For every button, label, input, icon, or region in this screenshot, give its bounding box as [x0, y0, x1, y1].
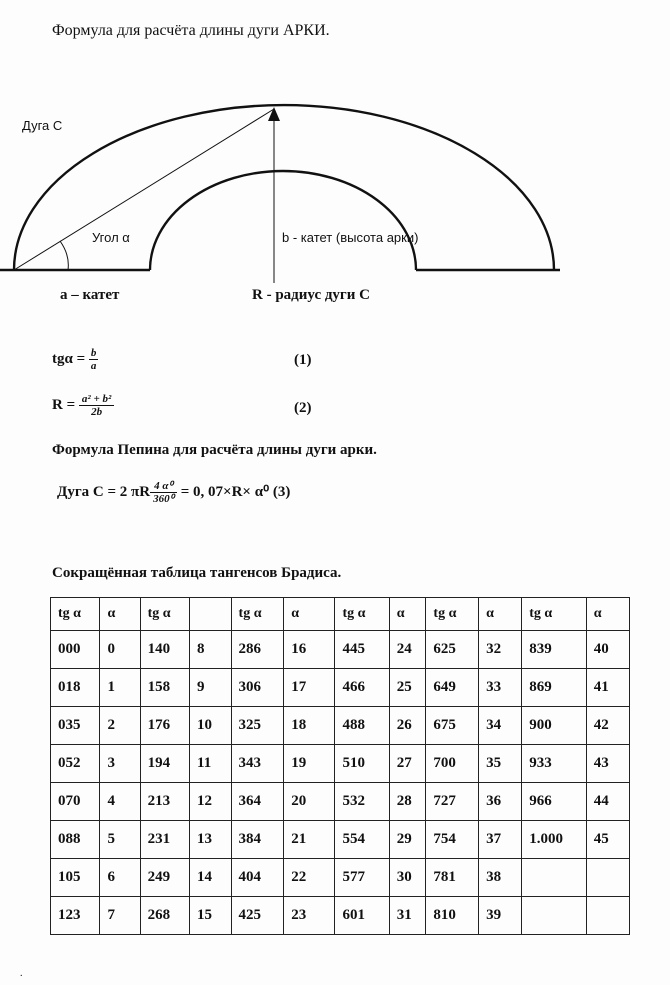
table-cell: 554 — [335, 821, 389, 859]
arch-diagram — [0, 95, 670, 295]
table-cell: 22 — [284, 859, 335, 897]
table-header-cell: tg α — [426, 598, 479, 631]
table-cell: 17 — [284, 669, 335, 707]
table-cell: 466 — [335, 669, 389, 707]
table-cell: 675 — [426, 707, 479, 745]
table-cell: 601 — [335, 897, 389, 935]
radius-label: R - радиус дуги С — [252, 287, 370, 303]
table-cell: 26 — [389, 707, 426, 745]
table-header-cell: α — [479, 598, 522, 631]
table-cell: 13 — [190, 821, 232, 859]
pepin-formula-lhs: Дуга С = 2 πR — [57, 483, 151, 500]
table-cell: 425 — [231, 897, 284, 935]
table-cell: 37 — [479, 821, 522, 859]
table-cell: 105 — [51, 859, 100, 897]
table-cell — [522, 859, 587, 897]
table-cell: 364 — [231, 783, 284, 821]
table-cell: 2 — [100, 707, 140, 745]
table-cell: 445 — [335, 631, 389, 669]
table-cell: 810 — [426, 897, 479, 935]
table-cell: 140 — [140, 631, 189, 669]
table-cell: 018 — [51, 669, 100, 707]
table-cell: 31 — [389, 897, 426, 935]
table-cell: 7 — [100, 897, 140, 935]
table-cell: 12 — [190, 783, 232, 821]
pepin-formula-fraction — [150, 480, 177, 505]
table-cell: 10 — [190, 707, 232, 745]
table-cell: 35 — [479, 745, 522, 783]
table-cell: 625 — [426, 631, 479, 669]
table-cell: 869 — [522, 669, 587, 707]
table-cell: 33 — [479, 669, 522, 707]
table-cell: 9 — [190, 669, 232, 707]
table-cell — [522, 897, 587, 935]
table-cell: 268 — [140, 897, 189, 935]
table-cell: 14 — [190, 859, 232, 897]
table-row — [51, 631, 630, 669]
table-header-cell: α — [100, 598, 140, 631]
table-cell: 38 — [479, 859, 522, 897]
table-cell: 23 — [284, 897, 335, 935]
arrow-head-icon — [268, 107, 280, 121]
a-catheter-label: а – катет — [60, 287, 120, 303]
table-cell: 577 — [335, 859, 389, 897]
table-cell: 4 — [100, 783, 140, 821]
table-cell: 43 — [586, 745, 629, 783]
table-cell: 32 — [479, 631, 522, 669]
footer-mark: . — [20, 968, 23, 979]
formula-1-number: (1) — [294, 352, 312, 368]
table-cell — [586, 859, 629, 897]
table-header-row — [51, 598, 630, 631]
table-cell: 035 — [51, 707, 100, 745]
outer-arc — [14, 105, 554, 270]
table-cell: 27 — [389, 745, 426, 783]
table-cell: 933 — [522, 745, 587, 783]
table-header-cell: α — [586, 598, 629, 631]
table-cell: 306 — [231, 669, 284, 707]
page-title: Формула для расчёта длины дуги АРКИ. — [52, 22, 330, 39]
table-cell: 42 — [586, 707, 629, 745]
angle-label: Угол α — [92, 230, 130, 245]
table-cell: 1 — [100, 669, 140, 707]
table-cell: 088 — [51, 821, 100, 859]
table-title: Сокращённая таблица тангенсов Брадиса. — [52, 565, 342, 581]
pepin-formula — [57, 480, 290, 505]
table-cell: 900 — [522, 707, 587, 745]
formula-2-denominator: 2b — [91, 406, 103, 418]
table-row — [51, 897, 630, 935]
table-cell: 404 — [231, 859, 284, 897]
table-cell: 249 — [140, 859, 189, 897]
table-cell: 070 — [51, 783, 100, 821]
table-cell: 16 — [284, 631, 335, 669]
table-cell: 6 — [100, 859, 140, 897]
table-cell: 000 — [51, 631, 100, 669]
table-cell: 29 — [389, 821, 426, 859]
table-header-cell: tg α — [231, 598, 284, 631]
table-cell: 45 — [586, 821, 629, 859]
table-cell: 1.000 — [522, 821, 587, 859]
table-cell: 36 — [479, 783, 522, 821]
table-cell: 8 — [190, 631, 232, 669]
formula-1 — [52, 347, 98, 372]
formula-2-lhs: R = — [52, 396, 76, 413]
table-cell: 5 — [100, 821, 140, 859]
table-row — [51, 707, 630, 745]
b-catheter-label: b - катет (высота арки) — [282, 230, 419, 245]
table-cell: 839 — [522, 631, 587, 669]
table-cell: 649 — [426, 669, 479, 707]
table-cell: 123 — [51, 897, 100, 935]
table-row — [51, 783, 630, 821]
table-cell: 21 — [284, 821, 335, 859]
formula-2-number: (2) — [294, 400, 312, 416]
table-cell: 052 — [51, 745, 100, 783]
table-cell: 510 — [335, 745, 389, 783]
table-header-cell: α — [389, 598, 426, 631]
table-cell: 15 — [190, 897, 232, 935]
table-cell: 231 — [140, 821, 189, 859]
formula-2-numerator: a² + b² — [79, 393, 114, 406]
pepin-formula-rhs: = 0, 07×R× α⁰ (3) — [180, 483, 291, 500]
table-cell: 0 — [100, 631, 140, 669]
table-cell: 781 — [426, 859, 479, 897]
table-cell: 11 — [190, 745, 232, 783]
table-cell: 20 — [284, 783, 335, 821]
arc-label: Дуга C — [22, 118, 63, 133]
table-row — [51, 859, 630, 897]
table-cell: 24 — [389, 631, 426, 669]
table-cell: 194 — [140, 745, 189, 783]
inner-arc — [150, 171, 419, 270]
table-cell: 384 — [231, 821, 284, 859]
table-cell: 532 — [335, 783, 389, 821]
table-cell: 41 — [586, 669, 629, 707]
table-cell: 158 — [140, 669, 189, 707]
table-cell: 754 — [426, 821, 479, 859]
table-cell: 286 — [231, 631, 284, 669]
table-header-cell: tg α — [522, 598, 587, 631]
table-cell: 25 — [389, 669, 426, 707]
table-cell: 325 — [231, 707, 284, 745]
pepin-formula-numerator: 4 α⁰ — [150, 480, 177, 493]
table-cell: 3 — [100, 745, 140, 783]
table-cell: 18 — [284, 707, 335, 745]
table-cell: 176 — [140, 707, 189, 745]
pepin-formula-denominator: 360⁰ — [153, 493, 174, 505]
table-cell: 34 — [479, 707, 522, 745]
hypotenuse-line — [14, 109, 274, 270]
table-cell — [586, 897, 629, 935]
table-header-cell: α — [284, 598, 335, 631]
table-cell: 44 — [586, 783, 629, 821]
table-cell: 39 — [479, 897, 522, 935]
bradis-tangent-table — [50, 597, 630, 935]
formula-1-denominator: a — [90, 360, 97, 372]
table-cell: 28 — [389, 783, 426, 821]
table-cell: 727 — [426, 783, 479, 821]
table-header-cell: tg α — [51, 598, 100, 631]
table-header-cell — [190, 598, 232, 631]
angle-mark — [60, 241, 68, 270]
table-row — [51, 745, 630, 783]
table-cell: 30 — [389, 859, 426, 897]
table-cell: 700 — [426, 745, 479, 783]
table-cell: 343 — [231, 745, 284, 783]
table-row — [51, 669, 630, 707]
formula-2 — [52, 393, 114, 418]
pepin-title: Формула Пепина для расчёта длины дуги арки. — [52, 442, 377, 458]
formula-1-lhs: tgα = — [52, 350, 86, 367]
table-row — [51, 821, 630, 859]
table-cell: 488 — [335, 707, 389, 745]
table-cell: 19 — [284, 745, 335, 783]
table-cell: 213 — [140, 783, 189, 821]
table-header-cell: tg α — [140, 598, 189, 631]
table-cell: 966 — [522, 783, 587, 821]
formula-2-fraction — [79, 393, 114, 418]
table-cell: 40 — [586, 631, 629, 669]
table-header-cell: tg α — [335, 598, 389, 631]
formula-1-numerator: b — [90, 347, 97, 359]
formula-1-fraction — [89, 347, 99, 372]
